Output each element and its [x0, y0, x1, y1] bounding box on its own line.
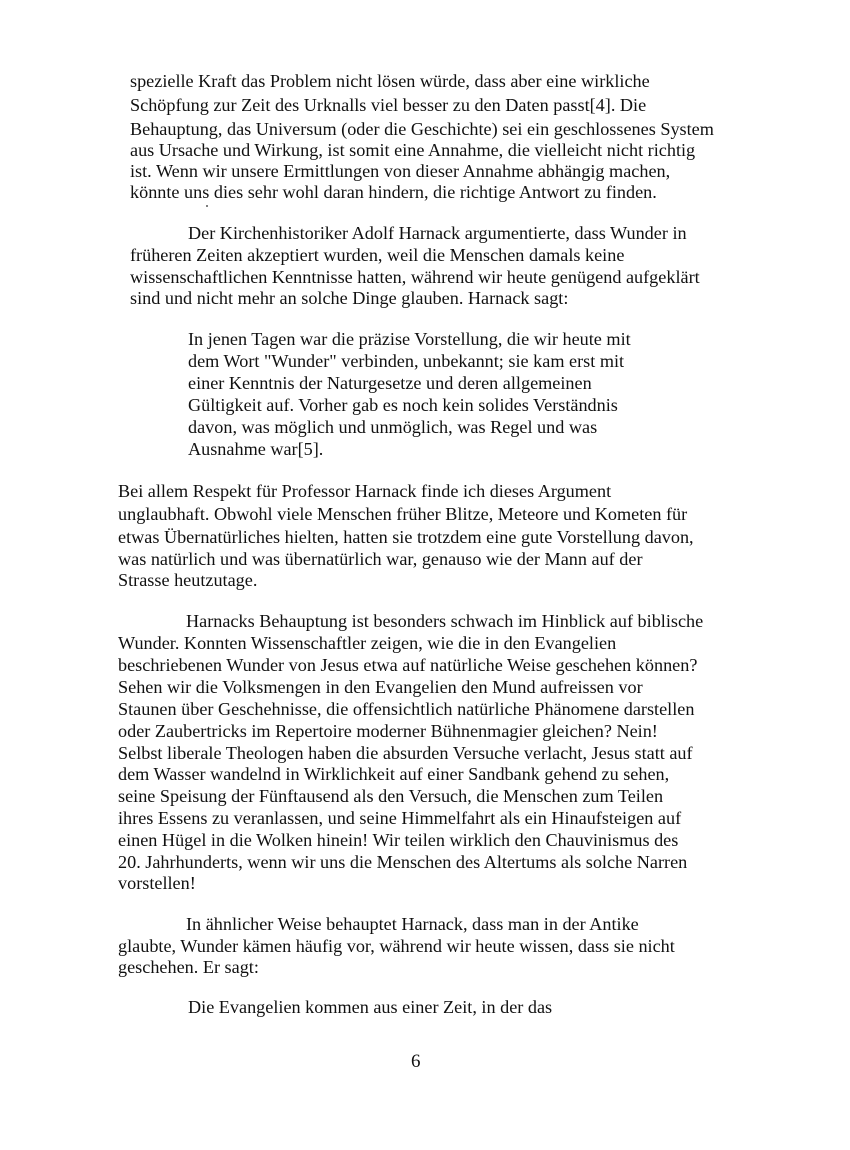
- text-line: wissenschaftlichen Kenntnisse hatten, während wir heute genügend aufgeklärt: [130, 267, 700, 287]
- text-line: dem Wasser wandelnd in Wirklichkeit auf einer Sandbank gehend zu sehen,: [118, 764, 670, 784]
- quote-line: Die Evangelien kommen aus einer Zeit, in der das: [188, 997, 553, 1017]
- text-line: geschehen. Er sagt:: [118, 957, 259, 977]
- quote-line: einer Kenntnis der Naturgesetze und deren allgemeinen: [188, 373, 592, 393]
- quote-line: davon, was möglich und unmöglich, was Regel und was: [188, 417, 598, 437]
- quote-line: Gültigkeit auf. Vorher gab es noch kein solides Verständnis: [188, 395, 618, 415]
- text-line: Harnacks Behauptung ist besonders schwach im Hinblick auf biblische: [186, 611, 704, 631]
- text-line: könnte uns dies sehr wohl daran hindern, die richtige Antwort zu finden.: [130, 182, 657, 202]
- text-line: einen Hügel in die Wolken hinein! Wir teilen wirklich den Chauvinismus des: [118, 830, 679, 850]
- page-number: 6: [411, 1051, 421, 1072]
- text-line: beschriebenen Wunder von Jesus etwa auf natürliche Weise geschehen können?: [118, 655, 698, 675]
- text-line: Selbst liberale Theologen haben die absurden Versuche verlacht, Jesus statt auf: [118, 743, 693, 763]
- text-line: oder Zaubertricks im Repertoire moderner Bühnenmagier gleichen? Nein!: [118, 721, 658, 741]
- text-line: spezielle Kraft das Problem nicht lösen würde, dass aber eine wirkliche: [130, 71, 650, 91]
- quote-line: In jenen Tagen war die präzise Vorstellung, die wir heute mit: [188, 329, 631, 349]
- text-line: vorstellen!: [118, 873, 196, 893]
- text-line: früheren Zeiten akzeptiert wurden, weil die Menschen damals keine: [130, 245, 625, 265]
- text-line: was natürlich und was übernatürlich war, genauso wie der Mann auf der: [118, 549, 643, 569]
- text-line: ihres Essens zu veranlassen, und seine Himmelfahrt als ein Hinaufsteigen auf: [118, 808, 682, 828]
- text-line: Schöpfung zur Zeit des Urknalls viel besser zu den Daten passt[4]. Die: [130, 95, 647, 115]
- quote-line: Ausnahme war[5].: [188, 439, 324, 459]
- text-line: Sehen wir die Volksmengen in den Evangelien den Mund aufreissen vor: [118, 677, 643, 697]
- text-line: ist. Wenn wir unsere Ermittlungen von dieser Annahme abhängig machen,: [130, 161, 671, 181]
- text-line: unglaubhaft. Obwohl viele Menschen früher Blitze, Meteore und Kometen für: [118, 504, 688, 524]
- text-line: Strasse heutzutage.: [118, 570, 258, 590]
- text-line: Staunen über Geschehnisse, die offensichtlich natürliche Phänomene darstellen: [118, 699, 695, 719]
- text-line: Behauptung, das Universum (oder die Geschichte) sei ein geschlossenes System: [130, 119, 714, 139]
- text-line: aus Ursache und Wirkung, ist somit eine Annahme, die vielleicht nicht richtig: [130, 140, 696, 160]
- text-line: Der Kirchenhistoriker Adolf Harnack argumentierte, dass Wunder in: [188, 223, 687, 243]
- text-line: Bei allem Respekt für Professor Harnack finde ich dieses Argument: [118, 481, 612, 501]
- text-line: etwas Übernatürliches hielten, hatten sie trotzdem eine gute Vorstellung davon,: [118, 527, 694, 547]
- text-line: sind und nicht mehr an solche Dinge glauben. Harnack sagt:: [130, 288, 569, 308]
- speck-mark: [206, 205, 208, 207]
- text-line: seine Speisung der Fünftausend als den Versuch, die Menschen zum Teilen: [118, 786, 664, 806]
- text-line: In ähnlicher Weise behauptet Harnack, dass man in der Antike: [186, 914, 639, 934]
- text-line: Wunder. Konnten Wissenschaftler zeigen, wie die in den Evangelien: [118, 633, 617, 653]
- quote-line: dem Wort "Wunder" verbinden, unbekannt; sie kam erst mit: [188, 351, 625, 371]
- text-line: glaubte, Wunder kämen häufig vor, während wir heute wissen, dass sie nicht: [118, 936, 675, 956]
- text-line: 20. Jahrhunderts, wenn wir uns die Menschen des Altertums als solche Narren: [118, 852, 688, 872]
